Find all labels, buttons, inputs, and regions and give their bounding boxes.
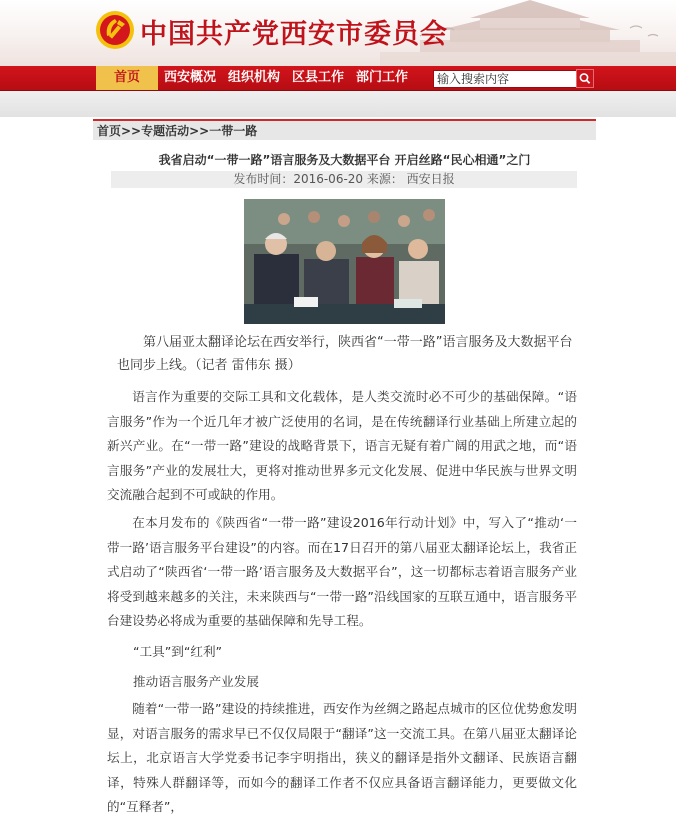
article-paragraph: 随着“一带一路”建设的持续推进，西安作为丝绸之路起点城市的区位优势愈发明显，对语言服务的需求早已不仅仅局限于“翻译”这一交流工具。在第八届亚太翻译论坛上，北京语言大学党委书记李宇明指出，狭义的翻译是指外文翻译、民族语言翻译，特殊人群翻译等，而如今的翻译工作者不仅应具备语言翻译能力，更要做文化的“互释者”， [107,701,577,814]
party-emblem-icon [95,10,135,50]
nav-item-xian-overview[interactable]: 西安概况 [163,70,216,85]
nav-item-department-work[interactable]: 部门工作 [355,70,408,85]
article-meta: 发布时间：2016-06-20 来源： 西安日报 [111,171,577,188]
search-icon [577,70,593,87]
site-header [0,0,676,66]
breadcrumb[interactable]: 首页>>专题活动>>一带一路 [93,119,596,140]
search-input[interactable] [433,70,579,88]
article-paragraph: 在本月发布的《陕西省“一带一路”建设2016年行动计划》中，写入了“推动‘一带一路’语言服务平台建设”的内容。而在17日召开的第八届亚太翻译论坛上，我省正式启动了“陕西省‘一带一路’语言服务及大数据平台”，这一切都标志着语言服务产业将受到越来越多的关注，未来陕西与“一带一路”沿线国家的互联互通中，语言服务平台建设势必将成为重要的基础保障和先导工程。 [107,515,577,628]
site-title[interactable]: 中国共产党西安市委员会 [140,19,448,50]
sub-header-band [0,91,676,117]
article-photo [244,199,445,324]
article-container [93,119,596,814]
article-title: 我省启动“一带一路”语言服务及大数据平台 开启丝路“民心相通”之门 [158,153,531,167]
search-button[interactable] [576,69,594,88]
article-subheading: 推动语言服务产业发展 [133,674,259,689]
photo-caption: 第八届亚太翻译论坛在西安举行，陕西省“一带一路”语言服务及大数据平台也同步上线。（记者 雷伟东 摄） [117,335,573,373]
article-subheading: “工具”到“红利” [133,644,223,659]
nav-item-home[interactable]: 首页 [96,66,158,90]
nav-item-district-work[interactable]: 区县工作 [291,70,344,85]
nav-item-organization[interactable]: 组织机构 [227,70,280,85]
article-paragraph: 语言作为重要的交际工具和文化载体，是人类交流时必不可少的基础保障。“语言服务”作为一个近几年才被广泛使用的名词，是在传统翻译行业基础上所建立起的新兴产业。在“一带一路”建设的战略背景下，语言无疑有着广阔的用武之地，而“语言服务”产业的发展壮大，更将对推动世界多元文化发展、促进中华民族与世界文明交流融合起到不可或缺的作用。 [107,389,577,502]
